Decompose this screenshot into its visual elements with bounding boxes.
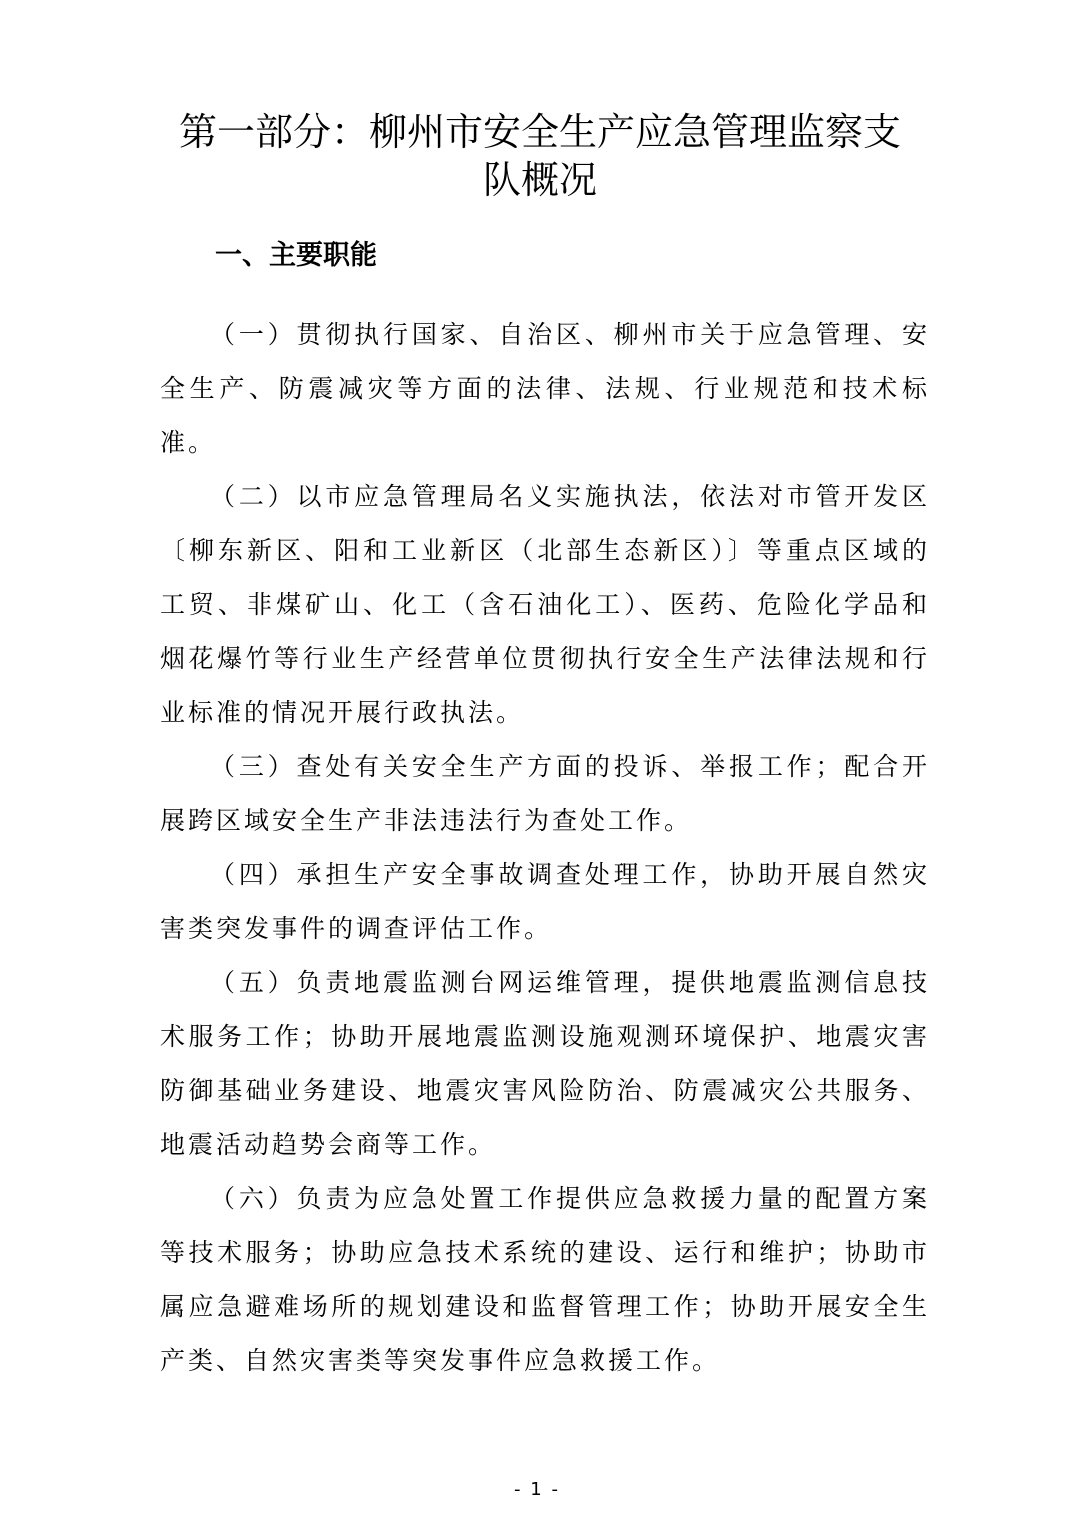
body-text xyxy=(160,308,930,1388)
paragraph-2: （二）以市应急管理局名义实施执法，依法对市管开发区〔柳东新区、阳和工业新区（北部生态新区）〕等重点区域的工贸、非煤矿山、化工（含石油化工）、医药、危险化学品和烟花爆竹等行业生产经营单位贯彻执行安全生产法律法规和行业标准的情况开展行政执法。 xyxy=(160,482,930,727)
paragraph-4: （四）承担生产安全事故调查处理工作，协助开展自然灾害类突发事件的调查评估工作。 xyxy=(160,860,930,943)
page-title xyxy=(150,108,930,204)
paragraph-1: （一）贯彻执行国家、自治区、柳州市关于应急管理、安全生产、防震减灾等方面的法律、法规、行业规范和技术标准。 xyxy=(160,320,930,457)
title-line-1: 第一部分：柳州市安全生产应急管理监察支 xyxy=(178,110,901,154)
paragraph-6: （六）负责为应急处置工作提供应急救援力量的配置方案等技术服务；协助应急技术系统的建设、运行和维护；协助市属应急避难场所的规划建设和监督管理工作；协助开展安全生产类、自然灾害类等突发事件应急救援工作。 xyxy=(160,1184,930,1375)
page-number: - 1 - xyxy=(514,1479,560,1500)
paragraph-3: （三）查处有关安全生产方面的投诉、举报工作；配合开展跨区域安全生产非法违法行为查处工作。 xyxy=(160,752,930,835)
paragraph-5: （五）负责地震监测台网运维管理，提供地震监测信息技术服务工作；协助开展地震监测设施观测环境保护、地震灾害防御基础业务建设、地震灾害风险防治、防震减灾公共服务、地震活动趋势会商等工作。 xyxy=(160,968,930,1159)
section-heading: 一、主要职能 xyxy=(215,240,377,271)
title-line-2: 队概况 xyxy=(482,158,597,202)
